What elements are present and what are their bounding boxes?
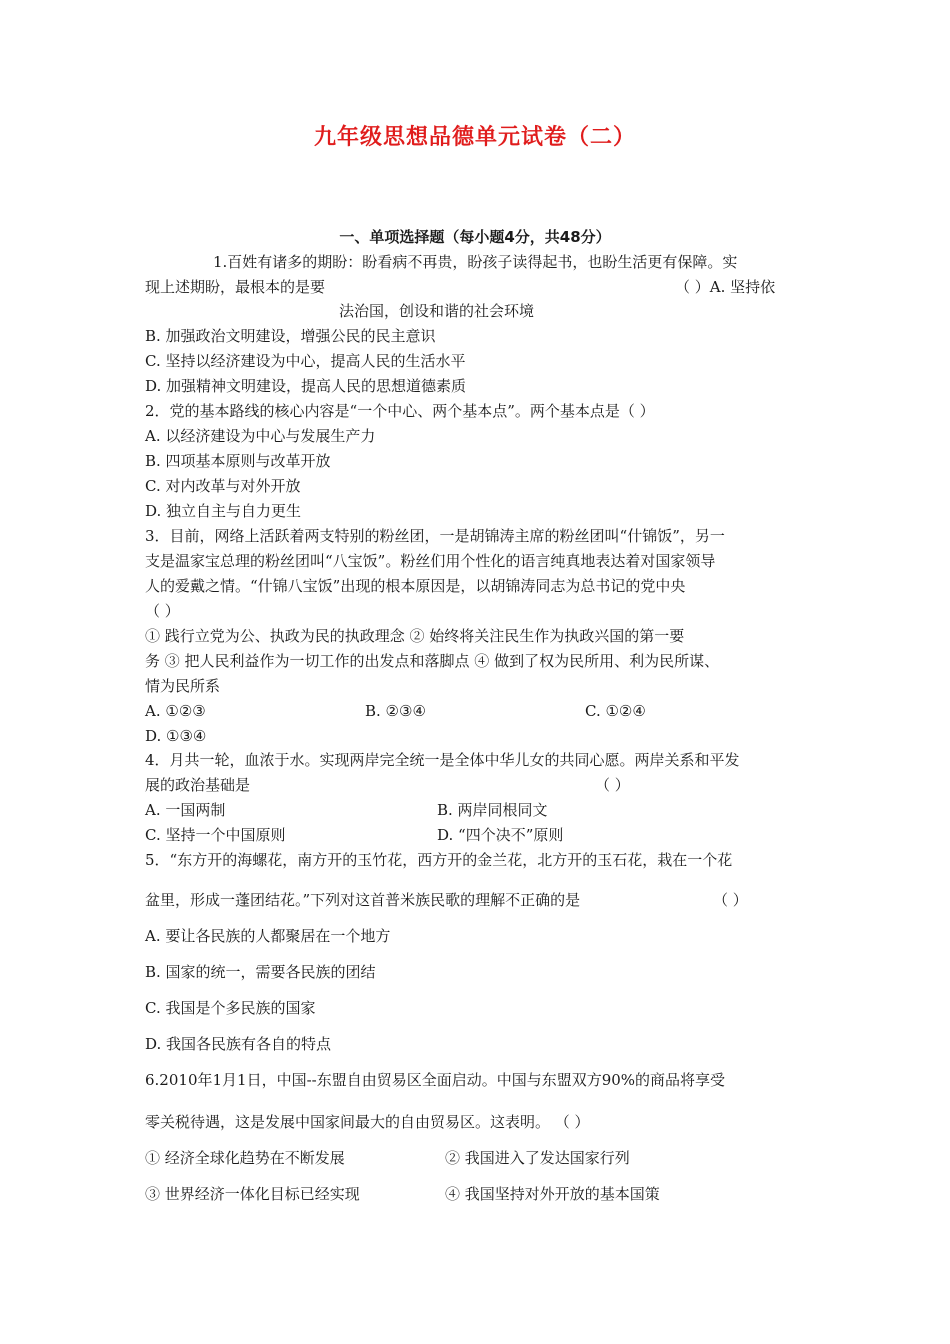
q4-answer-paren: （ ） <box>595 776 630 794</box>
q4-option-d: D. “四个决不”原则 <box>437 826 564 844</box>
q4-option-b: B. 两岸同根同文 <box>437 801 548 819</box>
q2-option-b: B. 四项基本原则与改革开放 <box>145 452 331 470</box>
q6-choice-1: ① 经济全球化趋势在不断发展 <box>145 1149 345 1167</box>
q1-stem-line-3: 法治国，创设和谐的社会环境 <box>339 302 535 320</box>
q5-option-d: D. 我国各民族有各自的特点 <box>145 1035 332 1053</box>
q3-option-d: D. ①③④ <box>145 727 207 745</box>
q6-choice-3: ③ 世界经济一体化目标已经实现 <box>145 1185 360 1203</box>
q6-stem-line-2: 零关税待遇，这是发展中国家间最大的自由贸易区。这表明。 （ ） <box>145 1113 590 1131</box>
q4-stem-line-2: 展的政治基础是 <box>145 776 251 794</box>
q3-choice-line-2: 务 ③ 把人民利益作为一切工作的出发点和落脚点 ④ 做到了权为民所用、利为民所谋、 <box>145 652 720 670</box>
q1-option-b: B. 加强政治文明建设，增强公民的民主意识 <box>145 327 436 345</box>
q5-answer-paren: （ ） <box>713 891 748 909</box>
q3-stem-line-2: 支是温家宝总理的粉丝团叫“八宝饭”。粉丝们用个性化的语言纯真地表达着对国家领导 <box>145 552 716 570</box>
q4-option-a: A. 一国两制 <box>145 801 226 819</box>
q4-option-c: C. 坚持一个中国原则 <box>145 826 286 844</box>
q3-option-c: C. ①②④ <box>585 702 646 720</box>
q6-choice-4: ④ 我国坚持对外开放的基本国策 <box>445 1185 660 1203</box>
q3-option-a: A. ①②③ <box>145 702 206 720</box>
q1-stem-line-2: 现上述期盼，最根本的是要 <box>145 278 326 296</box>
q2-stem: 2．党的基本路线的核心内容是“一个中心、两个基本点”。两个基本点是（ ） <box>145 402 655 420</box>
q3-answer-paren: （ ） <box>145 602 180 620</box>
section-heading: 一、单项选择题（每小题4分，共48分） <box>339 228 611 246</box>
q3-choice-line-3: 情为民所系 <box>145 677 221 695</box>
q5-option-c: C. 我国是个多民族的国家 <box>145 999 316 1017</box>
q1-stem-line-1: 1.百姓有诸多的期盼：盼看病不再贵，盼孩子读得起书，也盼生活更有保障。实 <box>213 253 738 271</box>
q5-stem-line-2: 盆里，形成一蓬团结花。”下列对这首普米族民歌的理解不正确的是 <box>145 891 581 909</box>
q5-stem-line-1: 5．“东方开的海螺花，南方开的玉竹花，西方开的金兰花，北方开的玉石花，栽在一个花 <box>145 851 733 869</box>
q2-option-d: D. 独立自主与自力更生 <box>145 502 302 520</box>
q2-option-c: C. 对内改革与对外开放 <box>145 477 301 495</box>
q1-answer-paren: （ ）A. 坚持依 <box>675 278 776 296</box>
q5-option-a: A. 要让各民族的人都聚居在一个地方 <box>145 927 391 945</box>
q1-option-d: D. 加强精神文明建设，提高人民的思想道德素质 <box>145 377 467 395</box>
q6-stem-line-1: 6.2010年1月1日，中国--东盟自由贸易区全面启动。中国与东盟双方90%的商品将享受 <box>145 1071 726 1089</box>
q6-choice-2: ② 我国进入了发达国家行列 <box>445 1149 630 1167</box>
q1-option-c: C. 坚持以经济建设为中心，提高人民的生活水平 <box>145 352 466 370</box>
q3-stem-line-1: 3．目前，网络上活跃着两支特别的粉丝团，一是胡锦涛主席的粉丝团叫“什锦饭”，另一 <box>145 527 725 545</box>
q3-stem-line-3: 人的爱戴之情。“什锦八宝饭”出现的根本原因是，以胡锦涛同志为总书记的党中央 <box>145 577 686 595</box>
q2-option-a: A. 以经济建设为中心与发展生产力 <box>145 427 376 445</box>
q4-stem-line-1: 4．月共一轮，血浓于水。实现两岸完全统一是全体中华儿女的共同心愿。两岸关系和平发 <box>145 751 740 769</box>
q5-option-b: B. 国家的统一，需要各民族的团结 <box>145 963 376 981</box>
page-title: 九年级思想品德单元试卷（二） <box>313 125 636 150</box>
q3-choice-line-1: ① 践行立党为公、执政为民的执政理念 ② 始终将关注民生作为执政兴国的第一要 <box>145 627 685 645</box>
q3-option-b: B. ②③④ <box>365 702 426 720</box>
